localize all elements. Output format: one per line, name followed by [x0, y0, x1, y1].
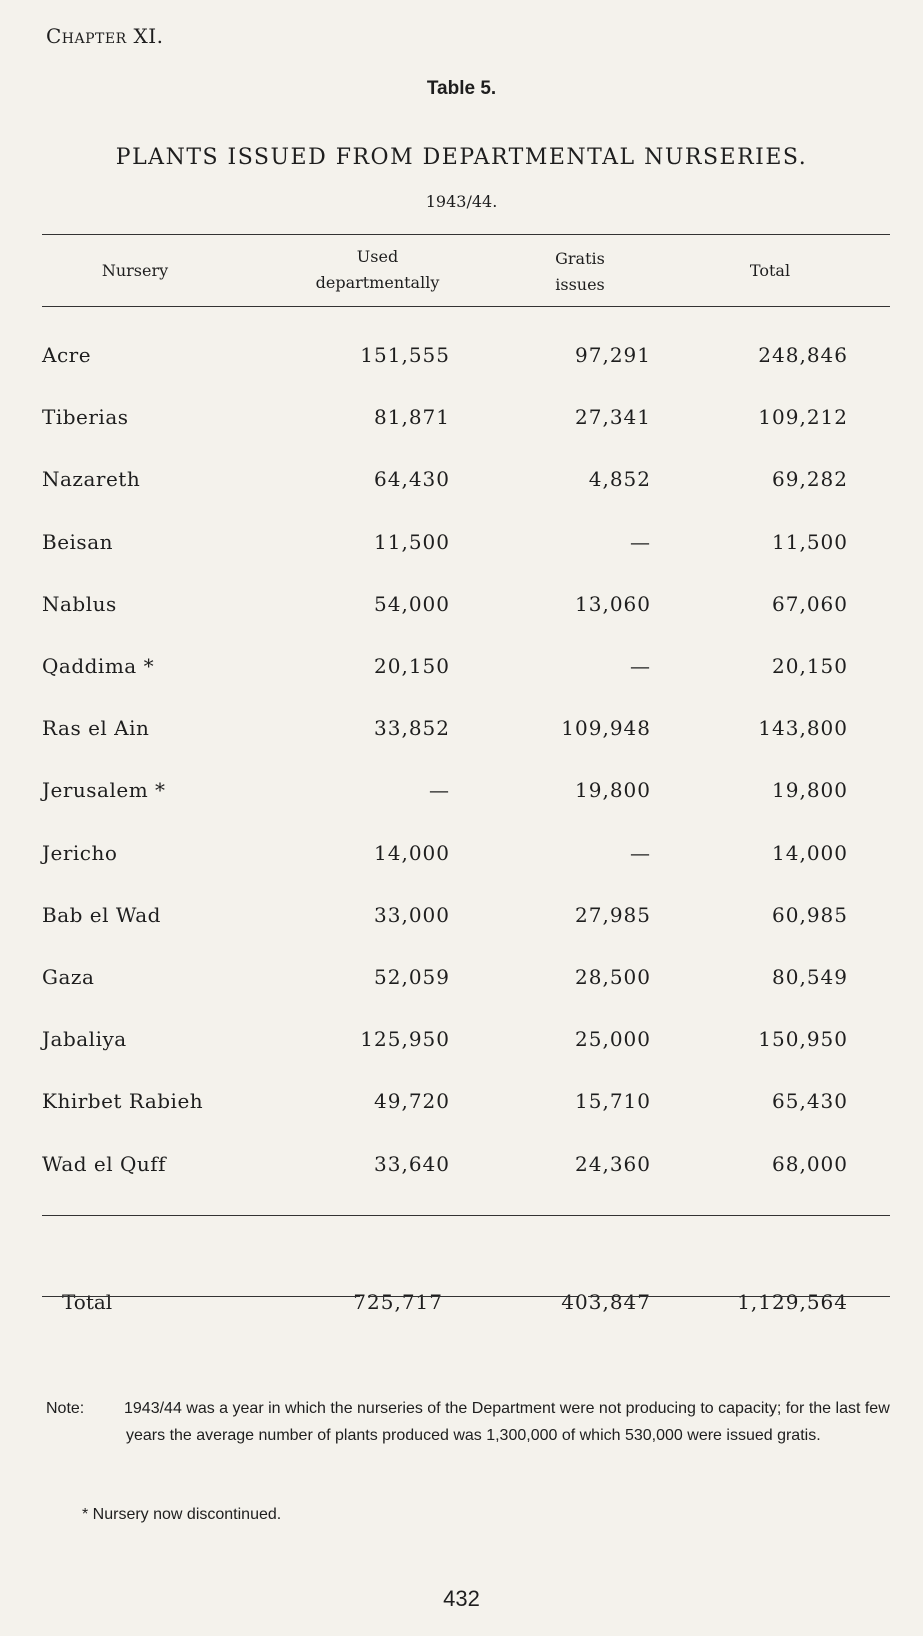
table-row: [0, 778, 923, 818]
nursery-cell: Nablus: [42, 592, 117, 616]
total-cell: 65,430: [772, 1089, 848, 1113]
table-row: [0, 903, 923, 943]
col-header-gratis: Gratis issues: [555, 249, 605, 294]
nursery-cell: Beisan: [42, 530, 113, 554]
used-cell: 64,430: [374, 467, 450, 491]
gratis-cell: 27,341: [575, 405, 651, 429]
gratis-cell: 97,291: [575, 343, 651, 367]
table-row: [0, 654, 923, 694]
total-cell: 19,800: [772, 778, 848, 802]
gratis-cell: —: [630, 530, 651, 554]
nursery-cell: Khirbet Rabieh: [42, 1089, 204, 1113]
used-cell: 81,871: [374, 405, 450, 429]
totals-rule-used: [42, 1296, 360, 1297]
used-cell: 11,500: [374, 530, 450, 554]
nursery-cell: Gaza: [42, 965, 95, 989]
table-row: [0, 1089, 923, 1129]
gratis-cell: 13,060: [575, 592, 651, 616]
table-number: Table 5.: [426, 78, 497, 99]
col-header-total: Total: [749, 261, 791, 280]
nursery-cell: Qaddima *: [42, 654, 155, 678]
table-row: [0, 841, 923, 881]
used-cell: —: [429, 778, 450, 802]
total-cell: 248,846: [758, 343, 848, 367]
totals-rule-gratis: [368, 1296, 578, 1297]
totals-total: 1,129,564: [737, 1290, 848, 1314]
note-label: Note:: [46, 1400, 85, 1417]
gratis-cell: 25,000: [575, 1027, 651, 1051]
table-row: [0, 530, 923, 570]
chapter-heading: Chapter XI.: [46, 24, 164, 48]
nursery-cell: Acre: [42, 343, 92, 367]
total-cell: 14,000: [772, 841, 848, 865]
nursery-cell: Nazareth: [42, 467, 141, 491]
table-row: [0, 592, 923, 632]
col-header-used: Used departmentally: [315, 247, 440, 292]
gratis-cell: 19,800: [575, 778, 651, 802]
used-cell: 52,059: [374, 965, 450, 989]
page-number: 432: [443, 1586, 480, 1611]
total-cell: 150,950: [758, 1027, 848, 1051]
used-cell: 20,150: [374, 654, 450, 678]
gratis-cell: 4,852: [588, 467, 651, 491]
totals-rule-total: [588, 1296, 890, 1297]
used-cell: 33,852: [374, 716, 450, 740]
totals-label: Total: [62, 1290, 113, 1314]
table-row: [0, 343, 923, 383]
total-cell: 109,212: [758, 405, 848, 429]
gratis-cell: 28,500: [575, 965, 651, 989]
total-cell: 143,800: [758, 716, 848, 740]
gratis-cell: 109,948: [561, 716, 651, 740]
used-cell: 125,950: [360, 1027, 450, 1051]
table-row: [0, 716, 923, 756]
used-cell: 151,555: [360, 343, 450, 367]
total-cell: 80,549: [772, 965, 848, 989]
nursery-cell: Wad el Quff: [42, 1152, 167, 1176]
totals-used: 725,717: [353, 1290, 443, 1314]
total-cell: 69,282: [772, 467, 848, 491]
body-bottom-rule: [42, 1215, 890, 1216]
gratis-cell: —: [630, 841, 651, 865]
table-row: [0, 405, 923, 445]
table-row: [0, 1152, 923, 1192]
table-row: [0, 965, 923, 1005]
nursery-cell: Bab el Wad: [42, 903, 161, 927]
used-cell: 49,720: [374, 1089, 450, 1113]
total-cell: 11,500: [772, 530, 848, 554]
totals-gratis: 403,847: [561, 1290, 651, 1314]
note-text: 1943/44 was a year in which the nurseries of the Department were not producing to capacity; for the last few years the average number of plants produced was 1,300,000 of which 530,000 were issued gratis.: [124, 1400, 890, 1444]
gratis-cell: —: [630, 654, 651, 678]
total-cell: 67,060: [772, 592, 848, 616]
total-cell: 68,000: [772, 1152, 848, 1176]
used-cell: 33,000: [374, 903, 450, 927]
nursery-cell: Tiberias: [42, 405, 129, 429]
used-cell: 14,000: [374, 841, 450, 865]
table-title: PLANTS ISSUED FROM DEPARTMENTAL NURSERIES.: [115, 145, 808, 170]
gratis-cell: 24,360: [575, 1152, 651, 1176]
footnote: * Nursery now discontinued.: [82, 1506, 282, 1523]
nursery-cell: Jerusalem *: [42, 778, 166, 802]
table-row: [0, 467, 923, 507]
table-row: [0, 1027, 923, 1067]
table-period: 1943/44.: [425, 192, 498, 211]
gratis-cell: 27,985: [575, 903, 651, 927]
header-top-rule: [42, 234, 890, 235]
col-header-nursery: Nursery: [101, 261, 169, 280]
total-cell: 20,150: [772, 654, 848, 678]
header-bottom-rule: [42, 306, 890, 307]
used-cell: 33,640: [374, 1152, 450, 1176]
used-cell: 54,000: [374, 592, 450, 616]
nursery-cell: Ras el Ain: [42, 716, 150, 740]
nursery-cell: Jericho: [42, 841, 118, 865]
nursery-cell: Jabaliya: [42, 1027, 127, 1051]
total-cell: 60,985: [772, 903, 848, 927]
gratis-cell: 15,710: [575, 1089, 651, 1113]
